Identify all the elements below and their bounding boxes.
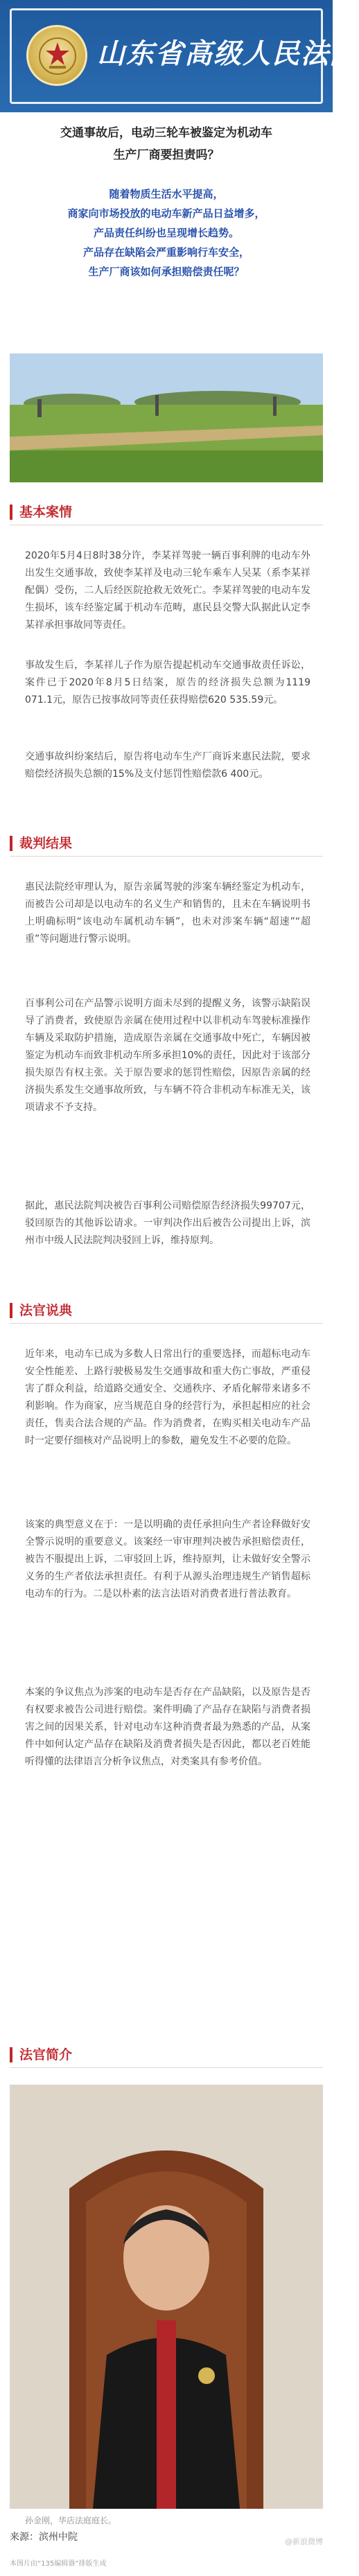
section-marker — [10, 505, 12, 520]
section-title: 裁判结果 — [19, 836, 73, 851]
section-ruling-header — [10, 832, 323, 855]
explain-paragraph: 该案的典型意义在于：一是以明确的责任承担向生产者诠释做好安全警示说明的重要意义。该案经一审审理判决被告承担赔偿责任，被告不服提出上诉，二审驳回上诉，维持原判，让未做好安全警示义务的生产者依法承担责任。有利于从源头治理违规生产销售超标电动车的行为。二是以朴素的法言法语对消费者进行普法教育。 — [25, 1519, 310, 1600]
section-divider — [10, 856, 323, 857]
teaser-line: 随着物质生活水平提高， — [109, 188, 224, 200]
ruling-paragraph: 惠民法院经审理认为，原告亲属驾驶的涉案车辆经鉴定为机动车，而被告公司却是以电动车的名义生产和销售的，且未在车辆说明书上明确标明“该电动车属机动车辆”，也未对涉案车辆“超速”“超重”等问题进行警示说明。 — [25, 882, 310, 945]
teaser-line: 产品责任纠纷也呈现增长趋势。 — [93, 227, 239, 239]
teaser-line: 产品存在缺陷会严重影响行车安全， — [82, 246, 249, 259]
section-divider — [10, 2067, 323, 2068]
case-paragraph: 事故发生后，李某祥儿子作为原告提起机动车交通事故责任诉讼，案件已于2020年8月5日结案，原告的经济损失总额为1119 071.1元，原告已按事故同等责任获得赔偿620 535.59元。 — [25, 660, 310, 706]
section-title: 法官简介 — [19, 2047, 73, 2062]
section-profile-header — [10, 2043, 323, 2067]
section-explain-header — [10, 1299, 323, 1322]
section-marker — [10, 2047, 12, 2062]
explain-paragraph: 近年来，电动车已成为多数人日常出行的重要选择，而超标电动车安全性能差、上路行驶极易发生交通事故和重大伤亡事故，严重侵害了群众利益，给道路交通安全、交通秩序、矛盾化解带来诸多不利影响。作为商家，应当规范自身的经营行为，承担起相应的社会责任，售卖合法合规的产品。作为消费者，在购买相关电动车产品时一定要仔细核对产品说明上的参数，避免发生不必要的危险。 — [25, 1349, 310, 1446]
case-paragraph: 2020年5月4日8时38分许，李某祥驾驶一辆百事利牌的电动车外出发生交通事故，致使李某祥及电动三轮车乘车人吴某（系李某祥配偶）受伤，二人后经医院抢救无效死亡。李某祥驾驶的电动车发生损坏，该车经鉴定属于机动车范畴，惠民县交警大队据此认定李某祥承担事故同等责任。 — [25, 550, 310, 631]
judge-caption: 孙金刚，华店法庭庭长。 — [25, 2516, 117, 2525]
lead-question-line: 生产厂商要担责吗？ — [113, 148, 220, 162]
section-divider — [10, 1323, 323, 1324]
lead-question-line: 交通事故后，电动三轮车被鉴定为机动车 — [60, 126, 272, 140]
section-marker — [10, 1303, 12, 1318]
source-line: 来源：滨州中院 — [10, 2532, 78, 2543]
court-banner — [0, 0, 359, 112]
ruling-paragraph: 百事利公司在产品警示说明方面未尽到的提醒义务，该警示缺陷误导了消费者，致使原告亲属在使用过程中以非机动车驾驶标准操作车辆及采取防护措施，造成原告亲属在交通事故中死亡，车辆因被鉴定为机动车而致非机动车所多承担10%的责任，因此对于该部分损失原告有权主张。关于原告要求的惩罚性赔偿，因原告亲属的经济损失系发生交通事故所致，与车辆不符合非机动车标准无关，该项请求不予支持。 — [25, 998, 310, 1113]
footer-note: 本图片由“135编辑器”排版生成 — [10, 2560, 107, 2568]
section-title: 法官说典 — [19, 1303, 73, 1318]
weibo-watermark: @新浪微博 — [285, 2537, 323, 2546]
teaser-line: 商家向市场投放的电动车新产品日益增多， — [67, 207, 265, 220]
court-emblem-icon — [26, 25, 87, 86]
teaser-line: 生产厂商该如何承担赔偿责任呢？ — [88, 265, 245, 278]
section-case-header — [10, 500, 323, 524]
rural-road-photo — [10, 353, 323, 482]
case-paragraph: 交通事故纠纷案结后，原告将电动车生产厂商诉来惠民法院，要求赔偿经济损失总额的15%及支付惩罚性赔偿款6 400元。 — [25, 751, 310, 780]
lead-block — [0, 122, 333, 281]
judge-portrait-photo — [10, 2085, 323, 2509]
section-marker — [10, 836, 12, 851]
explain-paragraph: 本案的争议焦点为涉案的电动车是否存在产品缺陷，以及原告是否有权要求被告公司进行赔偿。案件明确了产品存在缺陷与消费者损害之间的因果关系，针对电动车这种消费者最为熟悉的产品，从案件中如何认定产品存在缺陷及消费者损失是否因此，都以老百姓能听得懂的法律语言分析争议焦点，对类案具有参考价值。 — [25, 1687, 310, 1767]
ruling-paragraph: 据此，惠民法院判决被告百事利公司赔偿原告经济损失99707元，驳回原告的其他诉讼请求。一审判决作出后被告公司提出上诉，滨州市中级人民法院判决驳回上诉，维持原判。 — [25, 1200, 310, 1246]
lead-teaser — [0, 184, 333, 281]
lead-question — [0, 122, 333, 166]
section-title: 基本案情 — [19, 505, 73, 520]
court-name: 山东省高级人民法院 — [97, 37, 359, 70]
